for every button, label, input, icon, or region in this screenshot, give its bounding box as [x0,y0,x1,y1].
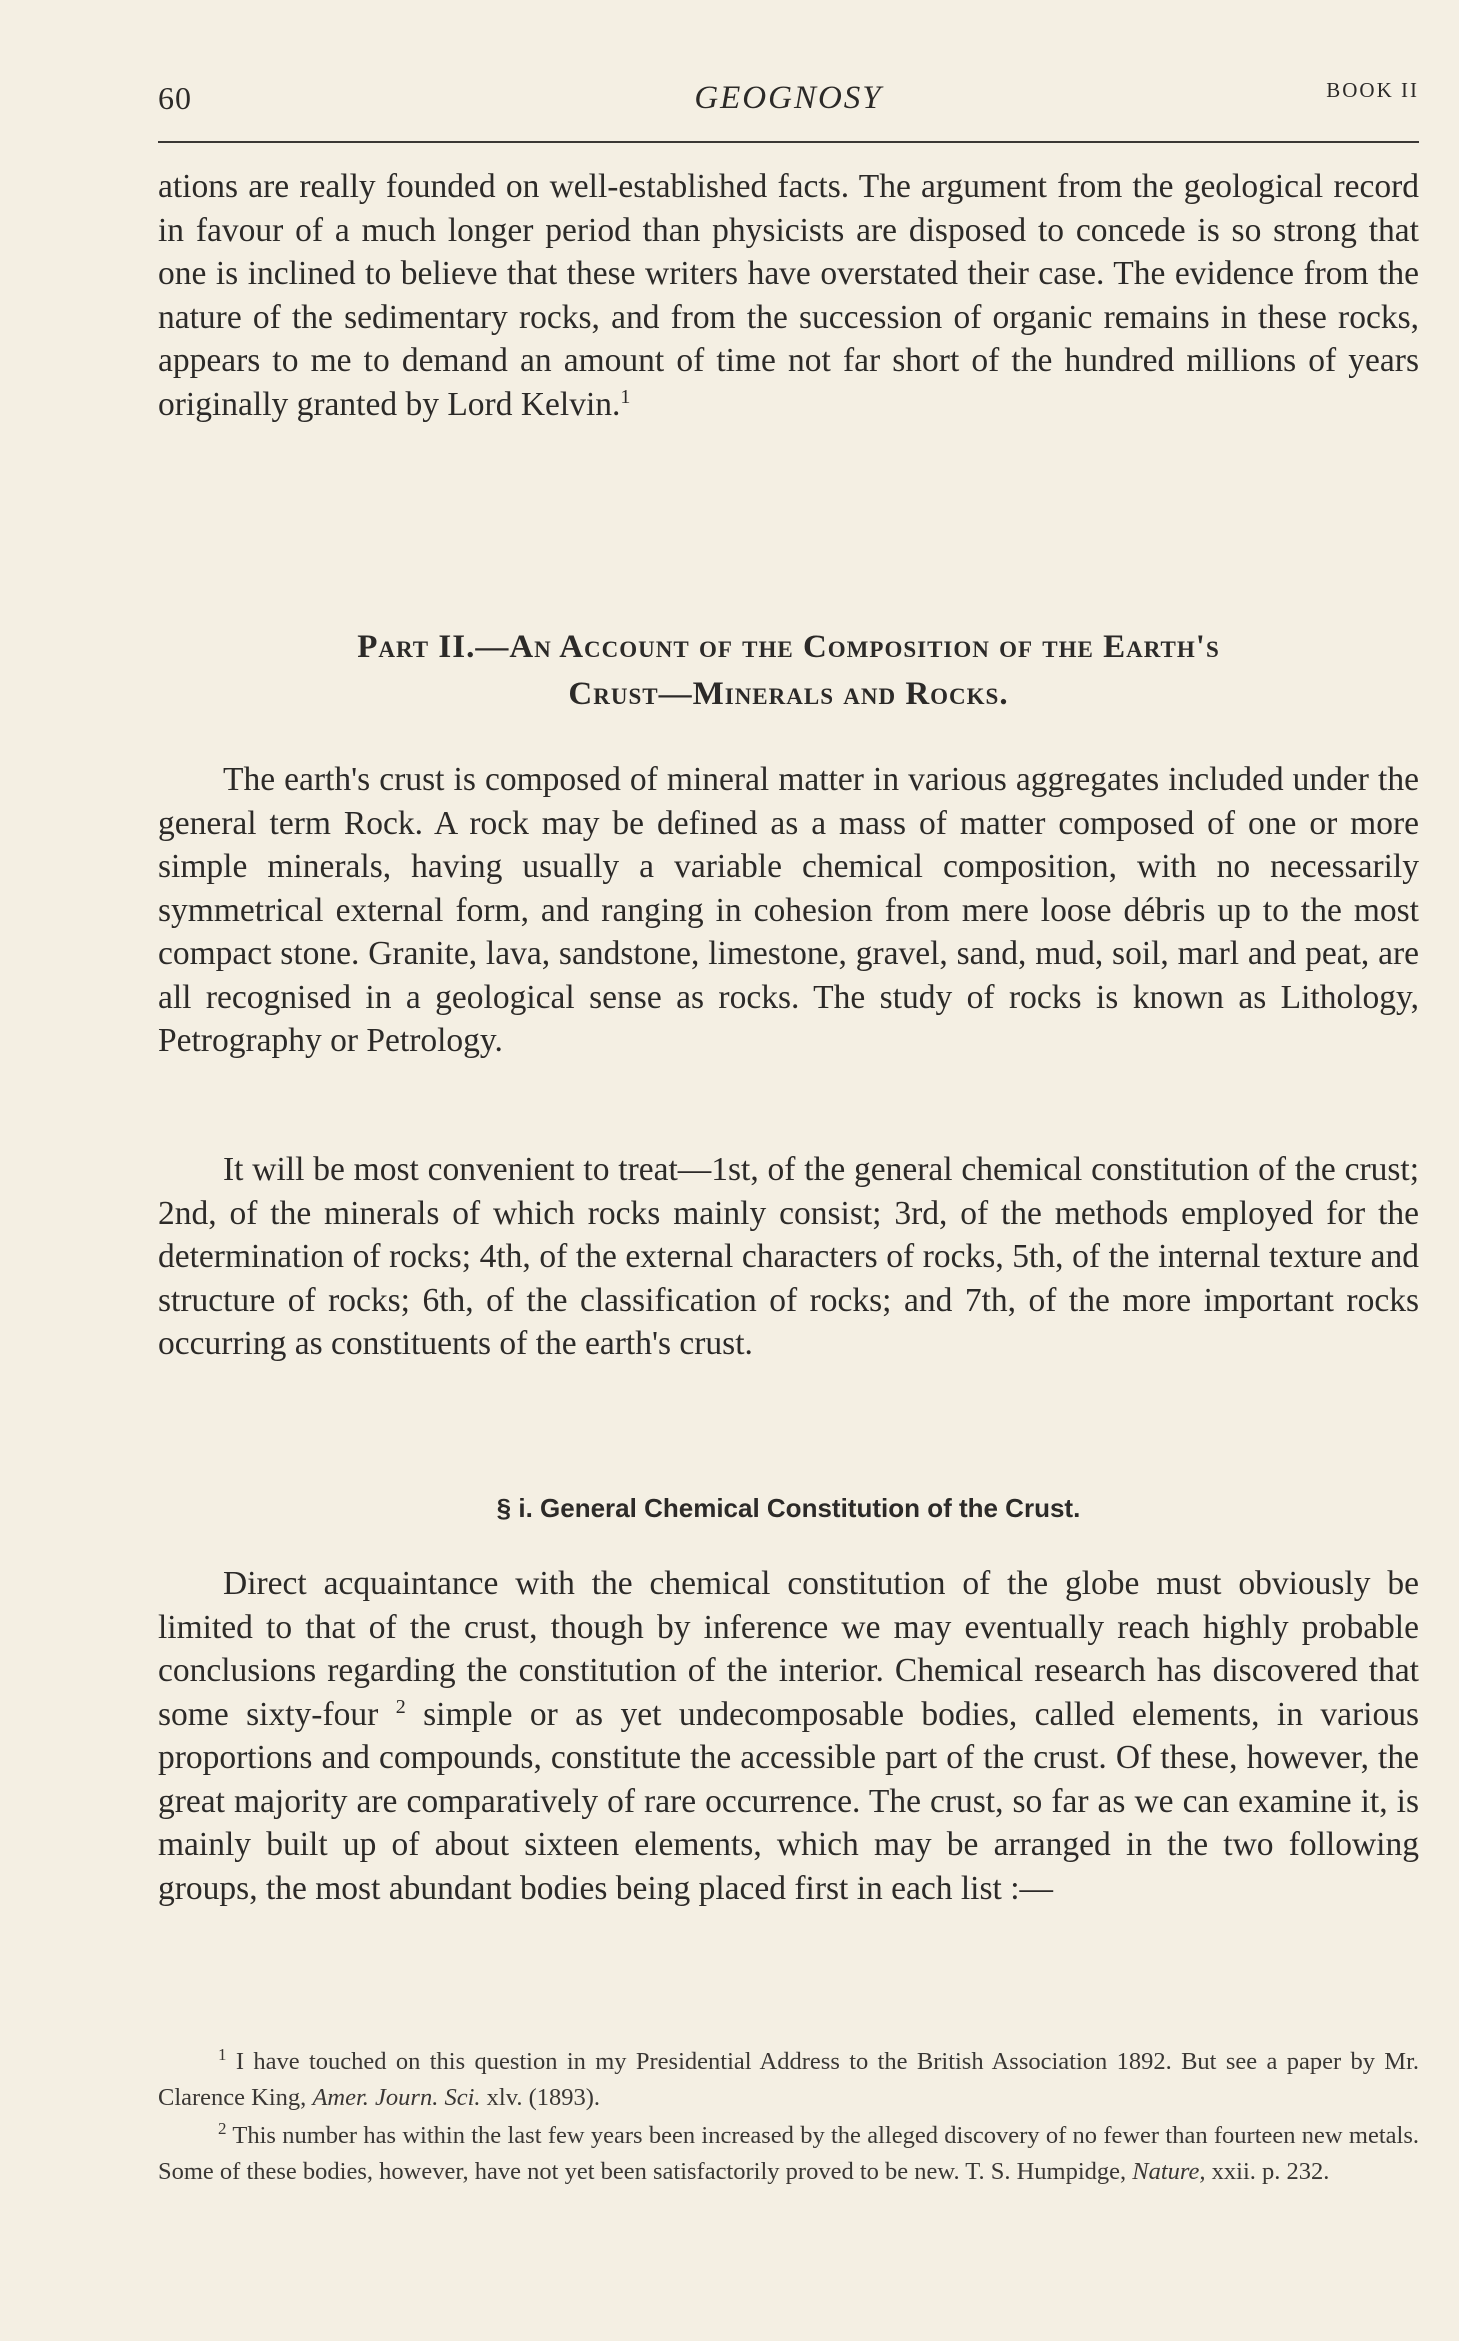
book-label: BOOK II [1326,78,1419,102]
header-rule [158,141,1419,143]
rock-definition-paragraph: The earth's crust is composed of mineral matter in various aggregates included under the general term Rock. A rock may be defined as a mass of matter composed of one or more simple minerals, having usually a variable chemical composition, with no necessarily symmetrical external form, and ranging in cohesion from mere loose débris up to the most compact stone. Granite, lava, sandstone, limestone, gravel, sand, mud, soil, marl and peat, are all recognised in a geological sense as rocks. The study of rocks is known as Lithology, Petrography or Petrology. [158,761,1419,1059]
footnote-ref-1: 1 [620,385,631,408]
footnote-1 [158,2044,1419,2116]
page-number: 60 [158,80,192,116]
chemical-constitution-paragraph [158,1562,1419,1910]
footnote-2-mark: 2 [218,2118,227,2138]
part-heading-line-1: Part II.—An Account of the Composition of the Earth's [357,629,1220,665]
running-title: GEOGNOSY [694,80,883,116]
part-heading [158,624,1419,718]
footnote-2-text: This number has within the last few years been increased by the alleged discovery of no fewer than fourteen new metals. Some of these bodies, however, have not yet been satisfactorily proved to be new. T. S. Humpidge, [158,2122,1420,2185]
chemistry-text-before-ref: Direct acquaintance with the chemical constitution of the globe must obviously be limited to that of the crust, though by inference we may eventually reach highly probable conclusions regarding the constitution of the interior. Chemical research has discovered that some sixty-four [158,1565,1419,1733]
part-heading-line-2: Crust—Minerals and Rocks. [568,676,1009,712]
footnote-ref-2: 2 [395,1695,406,1718]
footnote-1-journal: Amer. Journ. Sci. [312,2084,481,2111]
footnote-2 [158,2118,1419,2190]
footnote-2-citation: xxii. p. 232. [1211,2158,1330,2185]
footnote-1-mark: 1 [218,2044,227,2064]
intro-paragraph-text: ations are really founded on well-established facts. The argument from the geological record in favour of a much longer period than physicists are disposed to concede is so strong that one is inclined to believe that these writers have overstated their case. The evidence from the nature of the sedimentary rocks, and from the succession of organic remains in these rocks, appears to me to demand an amount of time not far short of the hundred millions of years originally granted by Lord Kelvin. [158,168,1419,423]
running-head [158,76,1419,126]
footnote-2-journal: Nature, [1132,2158,1206,2185]
footnotes [158,2044,1419,2192]
section-heading: § i. General Chemical Constitution of the Crust. [496,1493,1081,1523]
footnote-1-citation: xlv. (1893). [486,2084,601,2111]
intro-paragraph [158,165,1419,426]
footnote-1-text: I have touched on this question in my Presidential Address to the British Association 1892. But see a paper by Mr. Clarence King, [158,2048,1420,2111]
chemistry-text-after-ref: simple or as yet undecomposable bodies, called elements, in various proportions and compounds, constitute the accessible part of the crust. Of these, however, the great majority are comparatively of rare occurrence. The crust, so far as we can examine it, is mainly built up of about sixteen elements, which may be arranged in the two following groups, the most abundant bodies being placed first in each list :— [158,1695,1420,1907]
treatment-plan-paragraph: It will be most convenient to treat—1st, of the general chemical constitution of the crust; 2nd, of the minerals of which rocks mainly consist; 3rd, of the methods employed for the determination of rocks; 4th, of the external characters of rocks, 5th, of the internal texture and structure of rocks; 6th, of the classification of rocks; and 7th, of the more important rocks occurring as constituents of the earth's crust. [158,1151,1419,1362]
